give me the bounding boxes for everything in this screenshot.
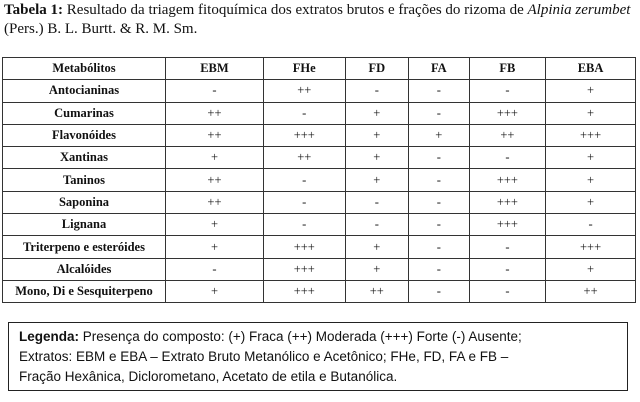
table-cell-eba: +++ — [546, 124, 636, 146]
table-cell-fd: + — [345, 236, 408, 258]
table-cell-ebm: + — [166, 147, 264, 169]
table-cell-fd: - — [345, 80, 408, 102]
table-cell-fhe: ++ — [263, 80, 345, 102]
table-cell-eba: + — [546, 169, 636, 191]
table-cell-fb: +++ — [469, 169, 546, 191]
caption-prefix: Tabela 1: — [4, 2, 64, 18]
column-header-fd: FD — [345, 58, 408, 80]
table-cell-fa: - — [408, 191, 469, 213]
table-cell-fb: - — [469, 147, 546, 169]
table-cell-fhe: ++ — [263, 147, 345, 169]
table-cell-eba: + — [546, 102, 636, 124]
table-cell-fhe: +++ — [263, 236, 345, 258]
metabolite-name: Triterpeno e esteróides — [3, 236, 166, 258]
table-cell-fa: - — [408, 280, 469, 302]
table-caption — [4, 1, 634, 39]
table-cell-fd: ++ — [345, 280, 408, 302]
table-cell-fa: - — [408, 214, 469, 236]
table-row — [3, 236, 636, 258]
table-row — [3, 280, 636, 302]
table-cell-fa: - — [408, 169, 469, 191]
metabolite-name: Xantinas — [3, 147, 166, 169]
metabolite-name: Taninos — [3, 169, 166, 191]
table-cell-fhe: - — [263, 102, 345, 124]
table-cell-ebm: - — [166, 258, 264, 280]
table-row — [3, 258, 636, 280]
table-cell-fb: ++ — [469, 124, 546, 146]
table-cell-fd: + — [345, 124, 408, 146]
metabolite-name: Lignana — [3, 214, 166, 236]
table-cell-ebm: + — [166, 214, 264, 236]
table-row — [3, 102, 636, 124]
table-row — [3, 169, 636, 191]
metabolite-name: Cumarinas — [3, 102, 166, 124]
table-cell-fa: - — [408, 258, 469, 280]
phytochemical-table — [2, 57, 636, 303]
metabolite-name: Saponina — [3, 191, 166, 213]
table-cell-eba: + — [546, 147, 636, 169]
table-row — [3, 214, 636, 236]
table-cell-fhe: +++ — [263, 280, 345, 302]
column-header-eba: EBA — [546, 58, 636, 80]
table-cell-fhe: - — [263, 214, 345, 236]
metabolite-name: Flavonóides — [3, 124, 166, 146]
table-cell-ebm: ++ — [166, 102, 264, 124]
table-body — [3, 80, 636, 303]
legend-box — [8, 322, 628, 391]
legend-label: Legenda: — [19, 329, 80, 344]
table-cell-ebm: - — [166, 80, 264, 102]
legend-presence-text: Presença do composto: (+) Fraca (++) Moderada (+++) Forte (-) Ausente; — [79, 329, 522, 344]
table-cell-eba: +++ — [546, 236, 636, 258]
caption-text: Resultado da triagem fitoquímica dos extratos brutos e frações do rizoma de — [63, 2, 528, 18]
table-cell-fa: - — [408, 80, 469, 102]
metabolite-name: Mono, Di e Sesquiterpeno — [3, 280, 166, 302]
table-row — [3, 124, 636, 146]
table-cell-eba: + — [546, 80, 636, 102]
table-cell-fd: - — [345, 214, 408, 236]
table-cell-fhe: +++ — [263, 258, 345, 280]
table-cell-eba: - — [546, 214, 636, 236]
table-cell-fb: - — [469, 80, 546, 102]
metabolite-name: Alcalóides — [3, 258, 166, 280]
table-cell-fb: - — [469, 258, 546, 280]
table-row — [3, 147, 636, 169]
table-cell-fa: - — [408, 147, 469, 169]
table-header-row — [3, 58, 636, 80]
table-cell-fhe: - — [263, 191, 345, 213]
table-cell-fd: + — [345, 169, 408, 191]
column-header-metabolitos: Metabólitos — [3, 58, 166, 80]
table-cell-fb: - — [469, 280, 546, 302]
table-cell-ebm: + — [166, 236, 264, 258]
table-cell-fhe: - — [263, 169, 345, 191]
column-header-ebm: EBM — [166, 58, 264, 80]
table-row — [3, 191, 636, 213]
legend-line-3: Fração Hexânica, Diclorometano, Acetato de etila e Butanólica. — [19, 369, 398, 384]
table-cell-eba: + — [546, 191, 636, 213]
table-cell-fb: +++ — [469, 102, 546, 124]
table-row — [3, 80, 636, 102]
table-cell-fd: - — [345, 191, 408, 213]
table-cell-fb: +++ — [469, 191, 546, 213]
table-cell-fa: + — [408, 124, 469, 146]
table-cell-fb: - — [469, 236, 546, 258]
table-cell-fd: + — [345, 102, 408, 124]
column-header-fhe: FHe — [263, 58, 345, 80]
column-header-fb: FB — [469, 58, 546, 80]
table-cell-fd: + — [345, 258, 408, 280]
table-cell-fhe: +++ — [263, 124, 345, 146]
column-header-fa: FA — [408, 58, 469, 80]
table-cell-fa: - — [408, 102, 469, 124]
legend-line-1 — [19, 327, 619, 347]
table-cell-eba: + — [546, 258, 636, 280]
table-cell-ebm: ++ — [166, 191, 264, 213]
caption-authority: (Pers.) B. L. Burtt. & R. M. Sm. — [4, 21, 198, 37]
table-cell-ebm: + — [166, 280, 264, 302]
table-cell-fb: +++ — [469, 214, 546, 236]
caption-species: Alpinia zerumbet — [527, 2, 631, 18]
legend-line-2: Extratos: EBM e EBA – Extrato Bruto Metanólico e Acetônico; FHe, FD, FA e FB – — [19, 349, 509, 364]
table-cell-fa: - — [408, 236, 469, 258]
table-cell-ebm: ++ — [166, 169, 264, 191]
table-cell-ebm: ++ — [166, 124, 264, 146]
table-cell-eba: ++ — [546, 280, 636, 302]
metabolite-name: Antocianinas — [3, 80, 166, 102]
table-cell-fd: + — [345, 147, 408, 169]
